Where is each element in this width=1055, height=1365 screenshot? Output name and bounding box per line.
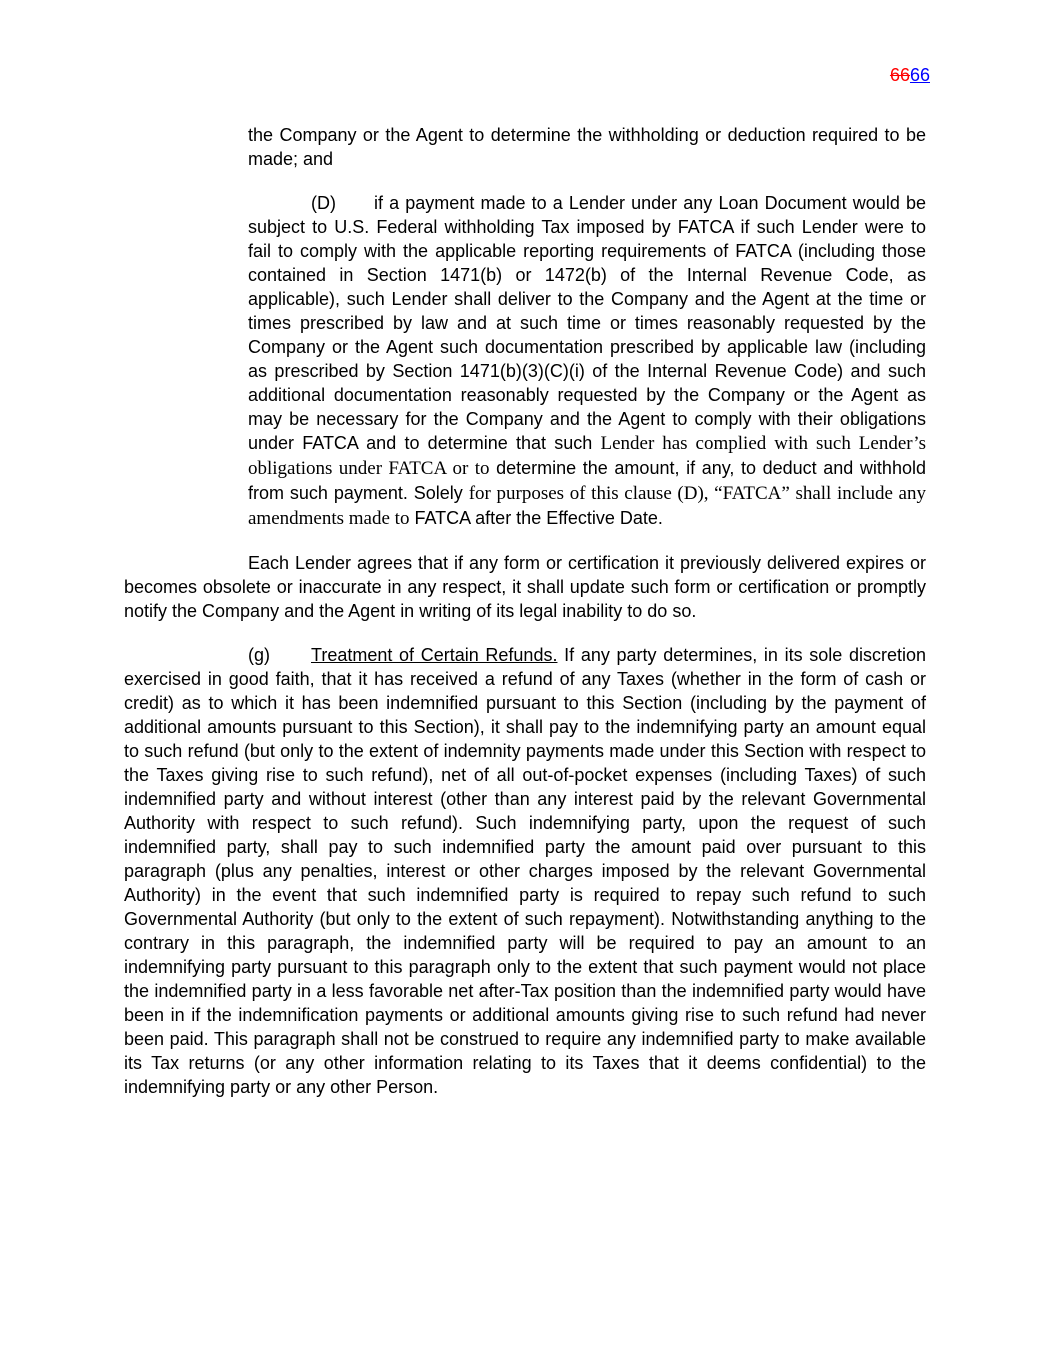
clause-c-continuation: the Company or the Agent to determine the withholding or deduction required to be made; and: [248, 125, 926, 169]
section-g-paragraph: [124, 643, 926, 1099]
clause-d-text-main: if a payment made to a Lender under any Loan Document would be subject to U.S. Federal withholding Tax imposed by FATCA if such Lender were to fail to comply with the applicable reporting requirements of FATCA (including those contained in Section 1471(b) or 1472(b) of the Internal Revenue Code, as applicable), such Lender shall deliver to the Company and the Agent at the time or times prescribed by law and at such time or times reasonably requested by the Company or the Agent such documentation prescribed by applicable law (including as prescribed by Section 1471(b)(3)(C)(i) of the Internal Revenue Code) and such additional documentation reasonably requested by the Company or the Agent as may be necessary for the Company and the Agent to comply with their obligations under FATCA and to determine that such: [248, 193, 926, 453]
lender-agreement-paragraph: Each Lender agrees that if any form or certification it previously delivered expires or becomes obsolete or inaccurate in any respect, it shall update such form or certification or promptly notify the Company and the Agent in writing of its legal inability to do so.: [124, 553, 926, 621]
section-g-heading: Treatment of Certain Refunds.: [311, 645, 558, 665]
clause-block: [248, 123, 926, 531]
clause-d-paragraph: [248, 191, 926, 531]
clause-d-label: (D): [311, 193, 336, 213]
clause-d-text-serif-2: for purposes of this clause (D), “FATCA” shall include any amendments made to: [248, 483, 926, 529]
document-body: [124, 123, 926, 1099]
page-number-deleted: 66: [889, 65, 910, 85]
clause-d-text-serif-1: Lender has complied with such Lender’s obligations under FATCA or to: [248, 433, 926, 479]
page-number-inserted: 66: [909, 65, 930, 85]
clause-d-text-mid: determine the amount, if any, to deduct and withhold from such payment. Solely: [248, 458, 926, 503]
clause-d-text-end: FATCA after the Effective Date.: [414, 508, 663, 528]
section-g-label: (g): [248, 645, 270, 665]
page-number: [890, 63, 930, 87]
section-g-body: If any party determines, in its sole discretion exercised in good faith, that it has received a refund of any Taxes (whether in the form of cash or credit) as to which it has been indemnified pursuant to this Section (including by the payment of additional amounts pursuant to this Section), it shall pay to the indemnifying party an amount equal to such refund (but only to the extent of indemnity payments made under this Section with respect to the Taxes giving rise to such refund), net of all out-of-pocket expenses (including Taxes) of such indemnified party and without interest (other than any interest paid by the relevant Governmental Authority with respect to such refund). Such indemnifying party, upon the request of such indemnified party, shall pay to such indemnified party the amount paid over pursuant to this paragraph (plus any penalties, interest or other charges imposed by the relevant Governmental Authority) in the event that such indemnified party is required to repay such refund to such Governmental Authority (but only to the extent of such repayment). Notwithstanding anything to the contrary in this paragraph, the indemnified party will be required to pay an amount to an indemnifying party pursuant to this paragraph only to the extent that such payment would not place the indemnified party in a less favorable net after-Tax position than the indemnified party would have been in if the indemnification payments or additional amounts giving rise to such refund had never been paid. This paragraph shall not be construed to require any indemnified party to make available its Tax returns (or any other information relating to its Taxes that it deems confidential) to the indemnifying party or any other Person.: [124, 645, 926, 1097]
